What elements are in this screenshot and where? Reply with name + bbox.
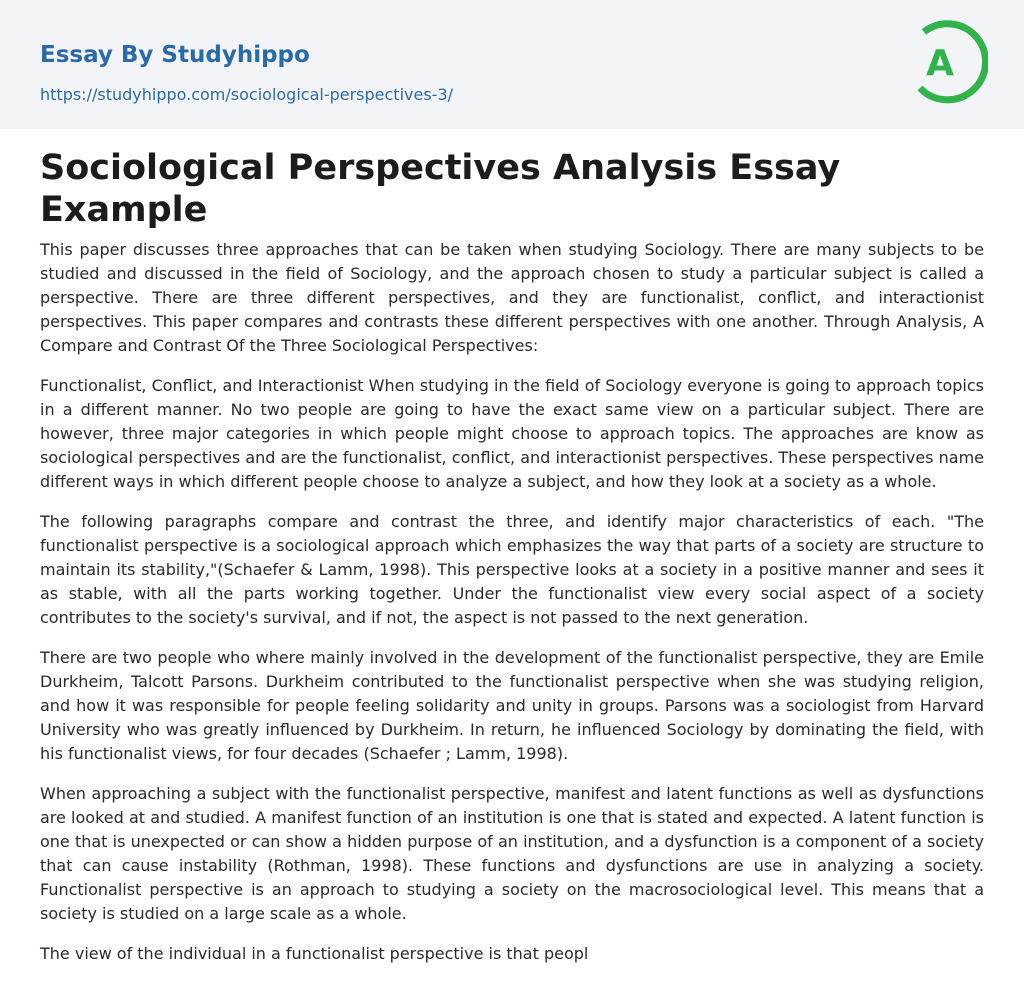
paragraph: When approaching a subject with the functionalist perspective, manifest and latent functions as well as dysfunctions are looked at and studied. A manifest function of an institution is one that is stated and expected. A latent function is one that is unexpected or can show a hidden purpose of an institution, and a dysfunction is a component of a society that can cause instability (Rothman, 1998). These functions and dysfunctions are use in analyzing a society. Functionalist perspective is an approach to studying a society on the macrosociological level. This means that a society is studied on a large scale as a whole. [40,784,984,923]
paragraph: There are two people who where mainly involved in the development of the functionalist perspective, they are Emile Durkheim, Talcott Parsons. Durkheim contributed to the functionalist perspective when she was studying religion, and how it was responsible for people feeling solidarity and unity in groups. Parsons was a sociologist from Harvard University who was greatly influenced by Durkheim. In return, he influenced Sociology by dominating the field, with his functionalist views, for four decades (Schaefer ; Lamm, 1998). [40,648,984,763]
paragraph: Functionalist, Conflict, and Interactionist When studying in the field of Sociology everyone is going to approach topics in a different manner. No two people are going to have the exact same view on a particular subject. There are however, three major categories in which people might choose to approach topics. The approaches are know as sociological perspectives and are the functionalist, conflict, and interactionist perspectives. These perspectives name different ways in which different people choose to analyze a subject, and how they look at a society as a whole. [40,376,984,491]
page-url-link[interactable]: https://studyhippo.com/sociological-perspectives-3/ [40,85,454,104]
brand-title[interactable]: Essay By Studyhippo [40,42,310,68]
paragraph: The following paragraphs compare and contrast the three, and identify major characteristics of each. "The functionalist perspective is a sociological approach which emphasizes the way that parts of a society are structure to maintain its stability,"(Schaefer & Lamm, 1998). This perspective looks at a society in a positive manner and sees it as stable, with all the parts working together. Under the functionalist view every social aspect of a society contributes to the society's survival, and if not, the aspect is not passed to the next generation. [40,512,984,627]
logo-letter: A [926,43,954,84]
article-body [40,238,984,966]
paragraph: The view of the individual in a functionalist perspective is that peopl [40,944,589,963]
paragraph: This paper discusses three approaches that can be taken when studying Sociology. There are many subjects to be studied and discussed in the field of Sociology, and the approach chosen to study a particular subject is called a perspective. There are three different perspectives, and they are functionalist, conflict, and interactionist perspectives. This paper compares and contrasts these different perspectives with one another. Through Analysis, A Compare and Contrast Of the Three Sociological Perspectives: [40,240,984,355]
page-title: Sociological Perspectives Analysis Essay Example [40,148,841,230]
